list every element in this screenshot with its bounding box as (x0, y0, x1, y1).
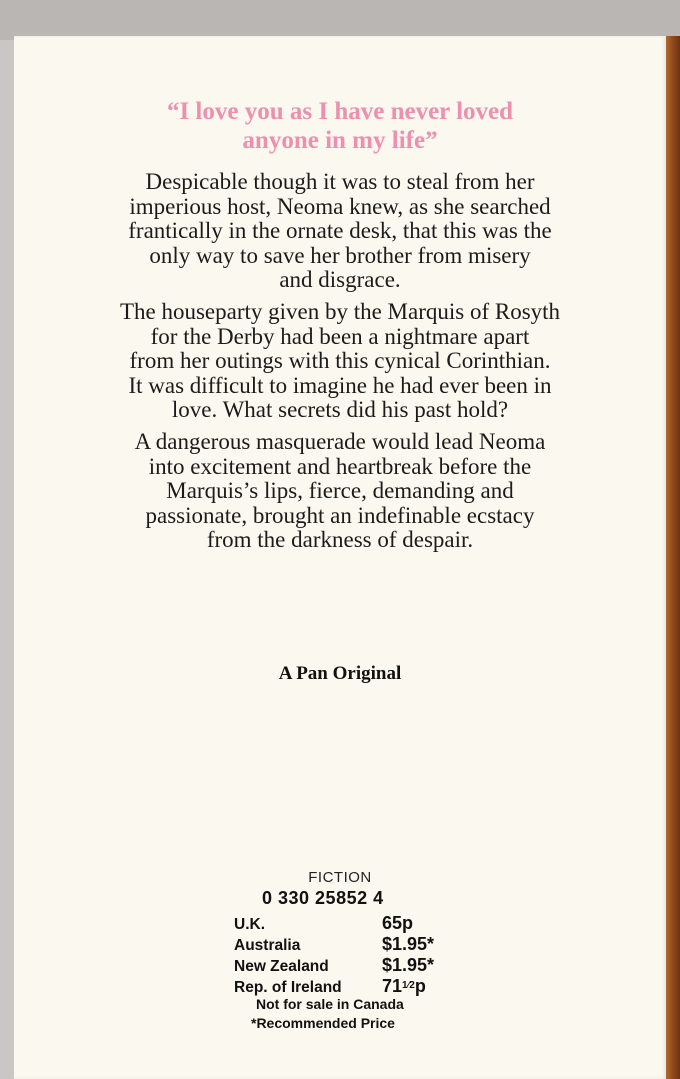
blurb-line: A dangerous masquerade would lead Neoma (134, 429, 546, 454)
price-amount (382, 976, 426, 997)
price-list (234, 913, 474, 997)
price-fraction: 1⁄2 (402, 980, 415, 991)
tagline-quote (14, 97, 666, 155)
blurb-line: love. What secrets did his past hold? (171, 397, 509, 422)
blurb-line: Marquis’s lips, fierce, demanding and (166, 478, 514, 503)
blurb-paragraph-3 (14, 430, 666, 553)
publisher-line: A Pan Original (278, 663, 402, 684)
price-amount: $1.95* (382, 955, 435, 975)
background-top (0, 0, 680, 40)
blurb-line: from the darkness of despair. (206, 527, 474, 552)
book-spine-edge (666, 36, 680, 1079)
blurb-line: from her outings with this cynical Corinthian. (129, 348, 551, 373)
price-row (234, 976, 474, 997)
price-whole: 71 (382, 976, 403, 996)
blurb-line: only way to save her brother from misery (149, 242, 531, 268)
blurb-paragraph-2 (14, 300, 666, 423)
isbn-number: 0 330 25852 4 (262, 888, 384, 908)
blurb-line: It was difficult to imagine he had ever been in (128, 372, 552, 398)
blurb-line: The houseparty given by the Marquis of Rosyth (119, 299, 561, 324)
blurb-line: for the Derby had been a nightmare apart (150, 323, 530, 349)
genre-label: FICTION (308, 869, 372, 886)
price-row (234, 934, 474, 955)
price-suffix: p (414, 976, 426, 996)
price-amount: 65p (382, 913, 414, 933)
tagline-line-1: “I love you as I have never loved (166, 98, 514, 125)
price-amount: $1.95* (382, 934, 435, 954)
price-region: Australia (234, 937, 301, 954)
blurb-line: into excitement and heartbreak before the (148, 453, 532, 479)
blurb-line: Despicable though it was to steal from her (145, 169, 535, 194)
price-region: Rep. of Ireland (234, 979, 342, 996)
not-for-sale-note: Not for sale in Canada (256, 996, 404, 1012)
price-row (234, 955, 474, 976)
blurb-line: passionate, brought an indefinable ecstacy (145, 502, 535, 528)
blurb-line: and disgrace. (279, 267, 401, 292)
price-row (234, 913, 474, 934)
price-region: New Zealand (234, 958, 329, 975)
blurb-line: frantically in the ornate desk, that this was the (128, 218, 552, 243)
blurb-line: imperious host, Neoma knew, as she searched (129, 193, 551, 219)
blurb-paragraph-1 (14, 170, 666, 293)
recommended-price-note: *Recommended Price (251, 1015, 395, 1031)
tagline-line-2: anyone in my life” (242, 127, 438, 154)
price-region: U.K. (234, 916, 265, 933)
